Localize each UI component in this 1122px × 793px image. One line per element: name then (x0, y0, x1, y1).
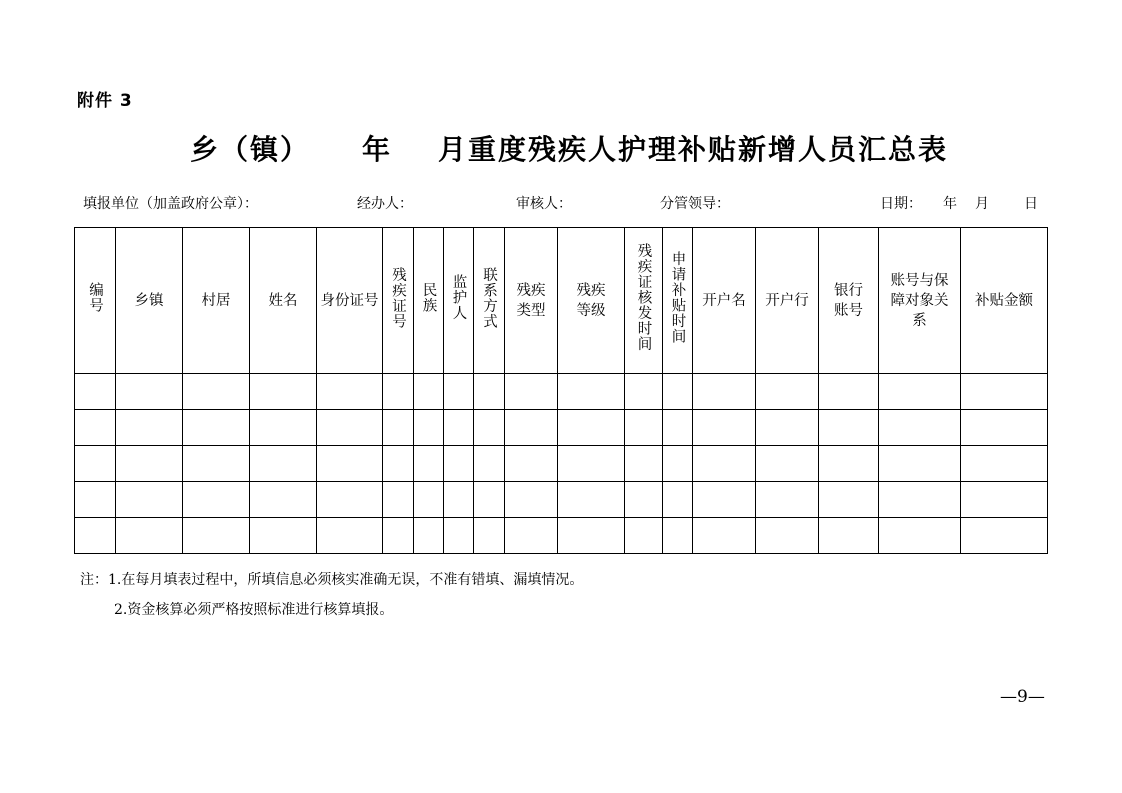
table-cell[interactable] (558, 446, 625, 482)
table-row (75, 374, 1048, 410)
table-cell[interactable] (474, 446, 505, 482)
table-cell[interactable] (505, 518, 558, 554)
table-cell[interactable] (75, 410, 116, 446)
header-disability-card-no: 残疾证号 (383, 228, 414, 374)
table-cell[interactable] (75, 446, 116, 482)
header-subsidy-amount: 补贴金额 (961, 228, 1048, 374)
table-cell[interactable] (879, 374, 961, 410)
header-ethnicity: 民族 (414, 228, 444, 374)
table-cell[interactable] (116, 410, 183, 446)
table-cell[interactable] (879, 518, 961, 554)
table-cell[interactable] (558, 482, 625, 518)
table-cell[interactable] (693, 518, 756, 554)
header-apply-time: 申请补贴时间 (663, 228, 693, 374)
table-cell[interactable] (505, 374, 558, 410)
table-cell[interactable] (317, 518, 383, 554)
table-cell[interactable] (625, 482, 663, 518)
table-cell[interactable] (693, 446, 756, 482)
table-cell[interactable] (663, 374, 693, 410)
header-disability-type: 残疾类型 (505, 228, 558, 374)
table-cell[interactable] (317, 374, 383, 410)
table-cell[interactable] (558, 518, 625, 554)
table-cell[interactable] (183, 482, 250, 518)
table-cell[interactable] (474, 482, 505, 518)
note-1: 注：1.在每月填表过程中，所填信息必须核实准确无误，不准有错填、漏填情况。 (80, 572, 584, 588)
table-cell[interactable] (414, 482, 444, 518)
page-number: —9— (1000, 687, 1045, 707)
table-cell[interactable] (693, 482, 756, 518)
header-township: 乡镇 (116, 228, 183, 374)
table-cell[interactable] (961, 518, 1048, 554)
document-title (190, 128, 948, 168)
table-cell[interactable] (819, 410, 879, 446)
table-cell[interactable] (183, 518, 250, 554)
title-main: 月重度残疾人护理补贴新增人员汇总表 (438, 133, 949, 166)
table-cell[interactable] (663, 482, 693, 518)
table-cell[interactable] (879, 410, 961, 446)
table-row (75, 446, 1048, 482)
table-cell[interactable] (444, 482, 474, 518)
table-cell[interactable] (250, 446, 317, 482)
note-2: 2.资金核算必须严格按照标准进行核算填报。 (114, 602, 394, 618)
table-cell[interactable] (474, 410, 505, 446)
table-cell[interactable] (116, 518, 183, 554)
table-row (75, 482, 1048, 518)
table-cell[interactable] (474, 518, 505, 554)
date-year-label: 年 (943, 196, 957, 212)
table-cell[interactable] (444, 410, 474, 446)
header-village: 村居 (183, 228, 250, 374)
table-cell[interactable] (756, 374, 819, 410)
table-cell[interactable] (756, 482, 819, 518)
table-cell[interactable] (444, 518, 474, 554)
table-cell[interactable] (879, 446, 961, 482)
table-cell[interactable] (444, 446, 474, 482)
table-row (75, 518, 1048, 554)
table-cell[interactable] (474, 374, 505, 410)
table-cell[interactable] (663, 518, 693, 554)
table-cell[interactable] (383, 518, 414, 554)
table-cell[interactable] (505, 446, 558, 482)
header-account-relation: 账号与保障对象关系 (879, 228, 961, 374)
table-cell[interactable] (625, 446, 663, 482)
table-cell[interactable] (756, 518, 819, 554)
table-cell[interactable] (383, 374, 414, 410)
header-bank: 开户行 (756, 228, 819, 374)
table-cell[interactable] (250, 518, 317, 554)
table-cell[interactable] (75, 374, 116, 410)
table-cell[interactable] (756, 410, 819, 446)
header-bank-account: 银行账号 (819, 228, 879, 374)
table-cell[interactable] (183, 374, 250, 410)
table-cell[interactable] (961, 410, 1048, 446)
table-cell[interactable] (317, 410, 383, 446)
header-account-name: 开户名 (693, 228, 756, 374)
table-cell[interactable] (116, 374, 183, 410)
date-month-label: 月 (975, 196, 989, 212)
table-cell[interactable] (625, 374, 663, 410)
table-cell[interactable] (819, 374, 879, 410)
header-name: 姓名 (250, 228, 317, 374)
table-cell[interactable] (116, 482, 183, 518)
date-day-label: 日 (1024, 196, 1038, 212)
table-cell[interactable] (961, 482, 1048, 518)
title-year: 年 (362, 133, 393, 166)
table-cell[interactable] (879, 482, 961, 518)
table-cell[interactable] (317, 482, 383, 518)
table-cell[interactable] (383, 410, 414, 446)
table-cell[interactable] (250, 410, 317, 446)
header-guardian: 监护人 (444, 228, 474, 374)
table-cell[interactable] (961, 446, 1048, 482)
table-cell[interactable] (505, 410, 558, 446)
table-header-row (75, 228, 1048, 374)
table-cell[interactable] (819, 446, 879, 482)
table-cell[interactable] (558, 410, 625, 446)
form-info-row (0, 193, 1122, 215)
table-cell[interactable] (663, 410, 693, 446)
filling-unit-label: 填报单位（加盖政府公章）： (83, 196, 258, 212)
table-cell[interactable] (183, 410, 250, 446)
table-cell[interactable] (317, 446, 383, 482)
table-cell[interactable] (75, 518, 116, 554)
leader-label: 分管领导： (660, 196, 730, 212)
table-cell[interactable] (961, 374, 1048, 410)
header-id-card: 身份证号 (317, 228, 383, 374)
notes-section (80, 565, 583, 625)
table-cell[interactable] (250, 374, 317, 410)
attachment-label: 附件 3 (77, 91, 133, 111)
title-township: 乡（镇） (190, 133, 311, 166)
table-cell[interactable] (756, 446, 819, 482)
table-cell[interactable] (383, 446, 414, 482)
handler-label: 经办人： (357, 196, 413, 212)
header-disability-level: 残疾等级 (558, 228, 625, 374)
table-cell[interactable] (693, 410, 756, 446)
table-cell[interactable] (414, 446, 444, 482)
table-row (75, 410, 1048, 446)
table-cell[interactable] (414, 518, 444, 554)
table-cell[interactable] (444, 374, 474, 410)
table-cell[interactable] (414, 410, 444, 446)
header-contact: 联系方式 (474, 228, 505, 374)
header-card-issue-time: 残疾证核发时间 (625, 228, 663, 374)
table-cell[interactable] (383, 482, 414, 518)
date-label: 日期： (880, 196, 922, 212)
table-cell[interactable] (250, 482, 317, 518)
reviewer-label: 审核人： (516, 196, 572, 212)
table-cell[interactable] (693, 374, 756, 410)
table-cell[interactable] (414, 374, 444, 410)
table-cell[interactable] (75, 482, 116, 518)
table-cell[interactable] (183, 446, 250, 482)
table-cell[interactable] (663, 446, 693, 482)
header-no: 编号 (75, 228, 116, 374)
table-cell[interactable] (819, 518, 879, 554)
table-cell[interactable] (116, 446, 183, 482)
table-cell[interactable] (819, 482, 879, 518)
table-cell[interactable] (505, 482, 558, 518)
table-cell[interactable] (625, 518, 663, 554)
table-cell[interactable] (558, 374, 625, 410)
summary-table (74, 227, 1048, 554)
table-cell[interactable] (625, 410, 663, 446)
